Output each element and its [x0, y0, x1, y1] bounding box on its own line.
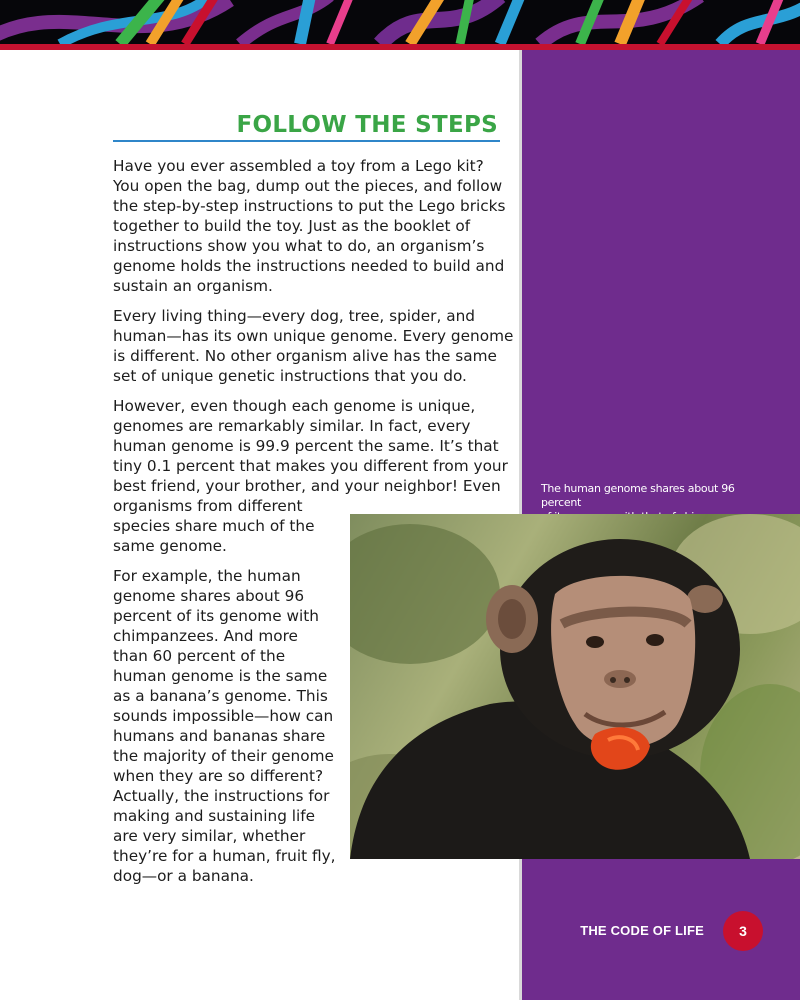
text-line: than 60 percent of the — [113, 647, 286, 665]
text-line: best friend, your brother, and your neighbor! Even — [113, 477, 501, 495]
text-line: when they are so different? — [113, 767, 324, 785]
text-line: sustain an organism. — [113, 277, 273, 295]
text-line: You open the bag, dump out the pieces, and follow — [113, 177, 503, 195]
text-line: genomes are remarkably similar. In fact, every — [113, 417, 471, 435]
text-line: tiny 0.1 percent that makes you different from your — [113, 457, 508, 475]
chimpanzee-photo — [350, 514, 800, 859]
text-line: as a banana’s genome. This — [113, 687, 328, 705]
text-line: dog—or a banana. — [113, 867, 254, 885]
text-line: genome shares about 96 — [113, 587, 305, 605]
dna-strand-illustration — [0, 0, 800, 44]
paragraph-1 — [113, 156, 506, 296]
text-line: human genome is 99.9 percent the same. It’s that — [113, 437, 499, 455]
paragraph-2 — [113, 306, 514, 386]
text-line: are very similar, whether — [113, 827, 306, 845]
text-line: same genome. — [113, 537, 227, 555]
book-title: THE CODE OF LIFE — [580, 923, 704, 938]
text-line: organisms from different — [113, 497, 303, 515]
text-line: they’re for a human, fruit fly, — [113, 847, 336, 865]
text-line: together to build the toy. Just as the booklet of — [113, 217, 471, 235]
heading-underline — [113, 140, 500, 142]
text-line: set of unique genetic instructions that you do. — [113, 367, 467, 385]
caption-line: The human genome shares about 96 percent — [541, 482, 735, 509]
text-line: chimpanzees. And more — [113, 627, 298, 645]
text-line: However, even though each genome is unique, — [113, 397, 476, 415]
chimpanzee-illustration — [350, 514, 800, 859]
text-line: human—has its own unique genome. Every genome — [113, 327, 514, 345]
text-line: sounds impossible—how can — [113, 707, 334, 725]
text-line: humans and bananas share — [113, 727, 326, 745]
text-line: percent of its genome with — [113, 607, 319, 625]
text-line: genome holds the instructions needed to build and — [113, 257, 505, 275]
text-line: the majority of their genome — [113, 747, 334, 765]
section-heading: FOLLOW THE STEPS — [236, 112, 498, 138]
text-line: is different. No other organism alive has the same — [113, 347, 497, 365]
text-line: Have you ever assembled a toy from a Lego kit? — [113, 157, 484, 175]
text-line: Actually, the instructions for — [113, 787, 330, 805]
text-line: making and sustaining life — [113, 807, 316, 825]
text-line: instructions show you what to do, an organism’s — [113, 237, 485, 255]
dna-banner — [0, 0, 800, 44]
text-line: species share much of the — [113, 517, 315, 535]
text-line: For example, the human — [113, 567, 301, 585]
text-line: Every living thing—every dog, tree, spider, and — [113, 307, 475, 325]
text-line: human genome is the same — [113, 667, 328, 685]
page-number-badge: 3 — [723, 911, 763, 951]
text-line: the step-by-step instructions to put the Lego bricks — [113, 197, 506, 215]
